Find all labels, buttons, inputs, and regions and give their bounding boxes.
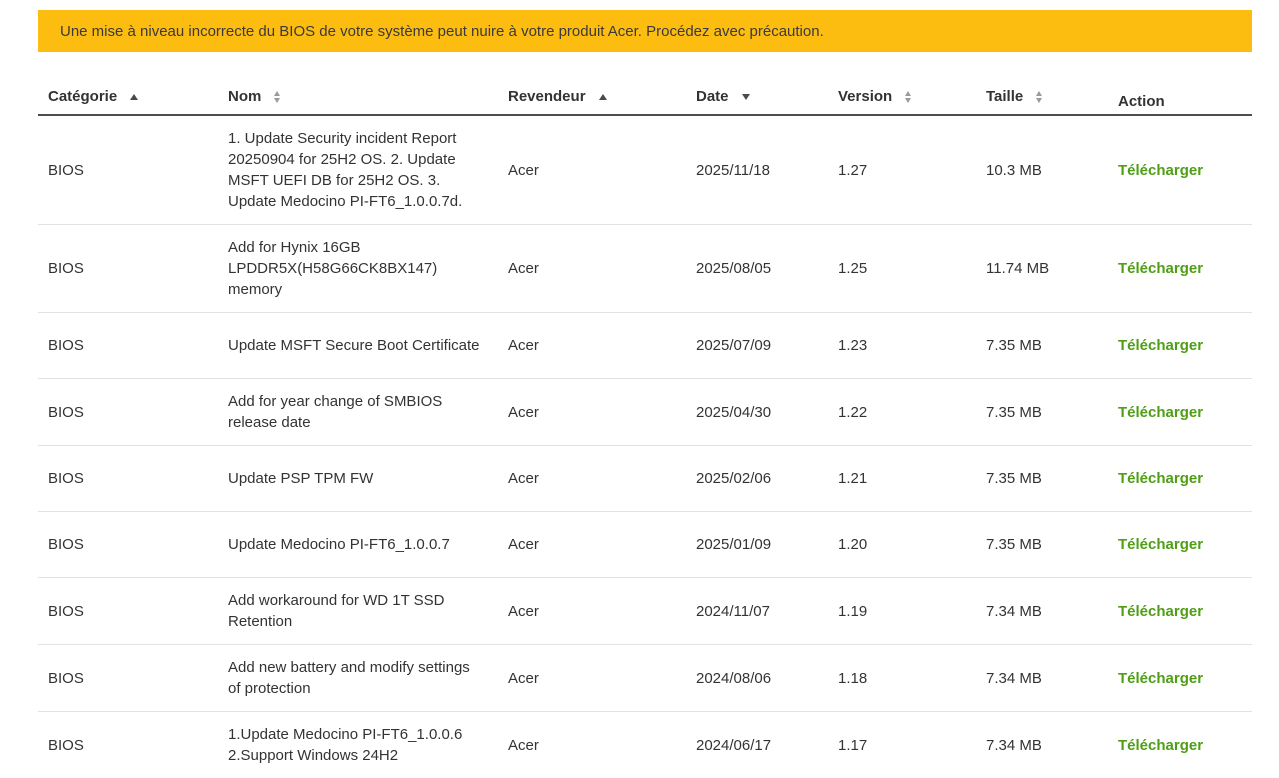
row-version: 1.18 [838,669,868,687]
row-name: Add workaround for WD 1T SSD Retention [228,592,445,630]
column-header-version[interactable] [828,80,976,114]
row-name: Add for year change of SMBIOS release date [228,393,443,431]
row-vendor: Acer [508,470,539,487]
row-vendor: Acer [508,536,539,553]
column-header-revendeur[interactable] [498,80,686,114]
download-link[interactable]: Télécharger [1118,403,1204,421]
row-date: 2024/11/07 [696,602,770,620]
sort-descending-icon [742,94,750,100]
column-header-label: Catégorie [48,88,118,105]
column-header-label: Version [838,88,893,105]
download-link[interactable]: Télécharger [1118,602,1204,620]
sort-toggle-icon [1036,91,1042,103]
row-category: BIOS [48,669,84,687]
column-header-label: Action [1118,93,1165,110]
sort-toggle-icon [274,91,280,103]
table-row [38,225,1252,313]
row-category: BIOS [48,602,84,620]
download-link[interactable]: Télécharger [1118,536,1204,553]
row-size: 10.3 MB [986,161,1042,179]
row-size: 7.35 MB [986,337,1042,354]
row-date: 2024/08/06 [696,669,772,687]
table-body [38,116,1252,778]
download-link[interactable]: Télécharger [1118,736,1204,754]
row-vendor: Acer [508,337,539,354]
downloads-table [38,80,1252,778]
row-vendor: Acer [508,403,539,421]
row-version: 1.20 [838,536,868,553]
row-version: 1.21 [838,470,868,487]
row-category: BIOS [48,403,84,421]
row-vendor: Acer [508,669,539,687]
download-link[interactable]: Télécharger [1118,669,1204,687]
row-name: 1. Update Security incident Report 20250904 for 25H2 OS. 2. Update MSFT UEFI DB for 25H2 OS. 3. Update Medocino PI-FT6_1.0.0.7d. [228,130,463,210]
row-category: BIOS [48,470,84,487]
row-name: 1.Update Medocino PI-FT6_1.0.0.6 2.Support Windows 24H2 [228,726,463,764]
row-name: Update PSP TPM FW [228,470,374,487]
row-category: BIOS [48,736,84,754]
row-name: Add for Hynix 16GB LPDDR5X(H58G66CK8BX147) memory [228,239,438,298]
table-row [38,379,1252,446]
row-category: BIOS [48,337,84,354]
bios-warning-text: Une mise à niveau incorrecte du BIOS de votre système peut nuire à votre produit Acer. Procédez avec précaution. [60,22,824,40]
row-vendor: Acer [508,736,539,754]
row-size: 7.35 MB [986,470,1042,487]
row-name: Update Medocino PI-FT6_1.0.0.7 [228,536,450,553]
row-size: 11.74 MB [986,260,1050,277]
table-row [38,313,1252,379]
row-size: 7.34 MB [986,602,1042,620]
download-link[interactable]: Télécharger [1118,260,1204,277]
table-row [38,645,1252,712]
table-row [38,712,1252,778]
row-date: 2025/07/09 [696,337,772,354]
column-header-action [1108,85,1252,119]
row-version: 1.19 [838,602,868,620]
row-size: 7.34 MB [986,669,1042,687]
row-category: BIOS [48,260,84,277]
row-name: Add new battery and modify settings of protection [228,659,470,697]
column-header-taille[interactable] [976,80,1108,114]
row-category: BIOS [48,536,84,553]
row-date: 2025/02/06 [696,470,772,487]
download-link[interactable]: Télécharger [1118,337,1204,354]
row-date: 2025/11/18 [696,161,770,179]
sort-toggle-icon [905,91,911,103]
row-version: 1.27 [838,161,868,179]
column-header-label: Nom [228,88,262,105]
row-size: 7.34 MB [986,736,1042,754]
table-row [38,512,1252,578]
table-header-row [38,80,1252,116]
row-category: BIOS [48,161,84,179]
row-date: 2025/01/09 [696,536,772,553]
download-link[interactable]: Télécharger [1118,161,1204,179]
row-name: Update MSFT Secure Boot Certificate [228,337,480,354]
bios-warning-banner [38,10,1252,52]
row-vendor: Acer [508,161,539,179]
row-vendor: Acer [508,602,539,620]
row-date: 2025/04/30 [696,403,772,421]
sort-ascending-icon [599,94,607,100]
row-version: 1.17 [838,736,868,754]
column-header-label: Date [696,88,729,105]
column-header-nom[interactable] [218,80,498,114]
table-row [38,446,1252,512]
download-link[interactable]: Télécharger [1118,470,1204,487]
row-version: 1.22 [838,403,868,421]
row-vendor: Acer [508,260,539,277]
column-header-label: Revendeur [508,88,586,105]
column-header-categorie[interactable] [38,80,218,114]
row-date: 2025/08/05 [696,260,772,277]
table-row [38,578,1252,645]
column-header-label: Taille [986,88,1024,105]
sort-ascending-icon [130,94,138,100]
row-version: 1.25 [838,260,868,277]
table-row [38,116,1252,225]
row-size: 7.35 MB [986,403,1042,421]
row-size: 7.35 MB [986,536,1042,553]
row-date: 2024/06/17 [696,736,772,754]
row-version: 1.23 [838,337,868,354]
column-header-date[interactable] [686,80,828,114]
